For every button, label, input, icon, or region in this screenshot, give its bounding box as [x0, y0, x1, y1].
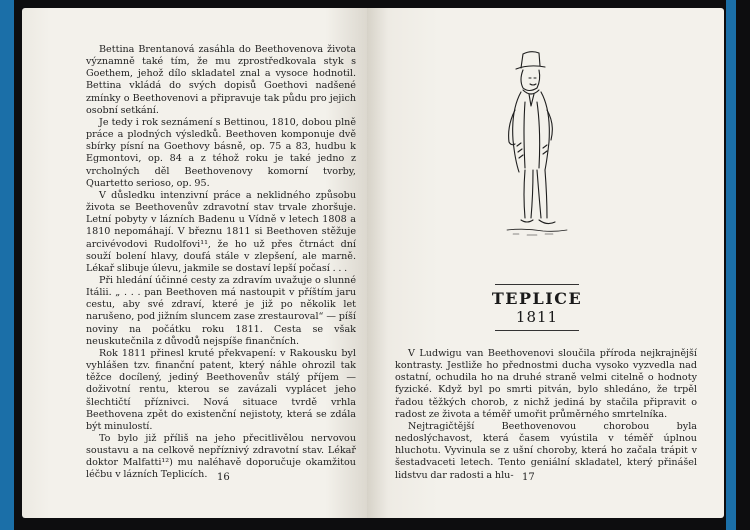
page-number-left: 16	[217, 472, 230, 483]
page-number-right: 17	[522, 472, 535, 483]
paragraph: Bettina Brentanová zasáhla do Beethovenova života významně také tím, že mu zprostředkovala styk s Goethem, jehož dílo skladatel znal a vysoce hodnotil. Bettina vkládá do svých dopisů Goethovi nadšené zmínky o Beethovenovi a připravuje tak půdu pro jejich osobní setkání.	[86, 44, 356, 116]
paragraph: V důsledku intenzivní práce a neklidného způsobu života se Beethovenův zdravotní stav trvale zhoršuje. Letní pobyty v lázních Badenu u Vídně v letech 1808 a 1810 nepomáhají. V březnu 1811 si Beethoven stěžuje arcivévodovi Rudolfovi¹¹, že ho už přes čtrnáct dní souží bolení hlavy, doufá stále v zlepšení, ale marně. Lékař slibuje úlevu, jakmile se dostaví lepší počasí . . .	[86, 189, 356, 274]
left-page-text	[86, 44, 356, 482]
chapter-heading	[487, 284, 587, 331]
book-cover-edge-left	[0, 0, 14, 530]
heading-rule-bottom	[495, 330, 579, 331]
paragraph: Rok 1811 přinesl kruté překvapení: v Rakousku byl vyhlášen tzv. finanční patent, který náhle ohrozil tak těžce docílený, jediný Beethovenův stálý příjem — doživotní rentu, kterou se zavázali vyplácet jeho šlechtičtí příznivci. Nová situace tvrdě vrhla Beethovena zpět do existenční nejistoty, která se zdála být minulostí.	[86, 347, 356, 432]
right-page-text	[395, 348, 697, 482]
paragraph: Je tedy i rok seznámení s Bettinou, 1810, dobou plně práce a plodných výsledků. Beethoven komponuje dvě sbírky písní na Goethovy básně, op. 75 a 83, hudbu k Egmontovi, op. 84 a z téhož roku je také jedno z vrcholných děl Beethovenovy komorní tvorby, Quartetto serioso, op. 95.	[86, 116, 356, 189]
right-page	[367, 8, 724, 518]
beethoven-sketch-icon	[485, 50, 581, 250]
paragraph: Při hledání účinné cesty za zdravím uvažuje o slunné Itálii. „ . . . pan Beethoven má nastoupit v příštím jaru cestu, aby své zdraví, které je již po několik let narušeno, pod jižním sluncem zase zrestauroval“ — píší noviny na počátku roku 1811. Cesta se však neuskutečnila z důvodů nejspíše finančních.	[86, 274, 356, 347]
chapter-year: 1811	[515, 308, 559, 326]
heading-rule-top	[495, 284, 579, 285]
paragraph: Nejtragičtější Beethovenovou chorobou byla nedoslýchavost, která časem vyústila v téměř úplnou hluchotu. Vyvinula se z ušní choroby, která ho začala trápit v šestadvaceti letech. Tento geniální skladatel, který přinášel lidstvu dar radosti a hlu-	[395, 420, 697, 481]
chapter-title: TEPLICE	[491, 289, 583, 308]
left-page	[22, 8, 367, 518]
paragraph: V Ludwigu van Beethovenovi sloučila příroda nejkrajnější kontrasty. Jestliže ho přednostmi ducha vysoko vyzvedla nad ostatní, ochudila ho na druhé straně velmi citelně o hodnoty fyzické. Když byl po smrti pitván, bylo shledáno, že trpěl řadou těžkých chorob, z nichž jediná by stačila připravit o radost ze života a téměř umořit průměrného smrtelníka.	[395, 348, 697, 420]
book-cover-edge-right	[726, 0, 736, 530]
paragraph: To bylo již příliš na jeho přecitlivělou nervovou soustavu a na celkově nepříznivý zdravotní stav. Lékař doktor Malfatti¹²) mu naléhavě doporučuje okamžitou léčbu v lázních Teplicích.	[86, 433, 356, 481]
